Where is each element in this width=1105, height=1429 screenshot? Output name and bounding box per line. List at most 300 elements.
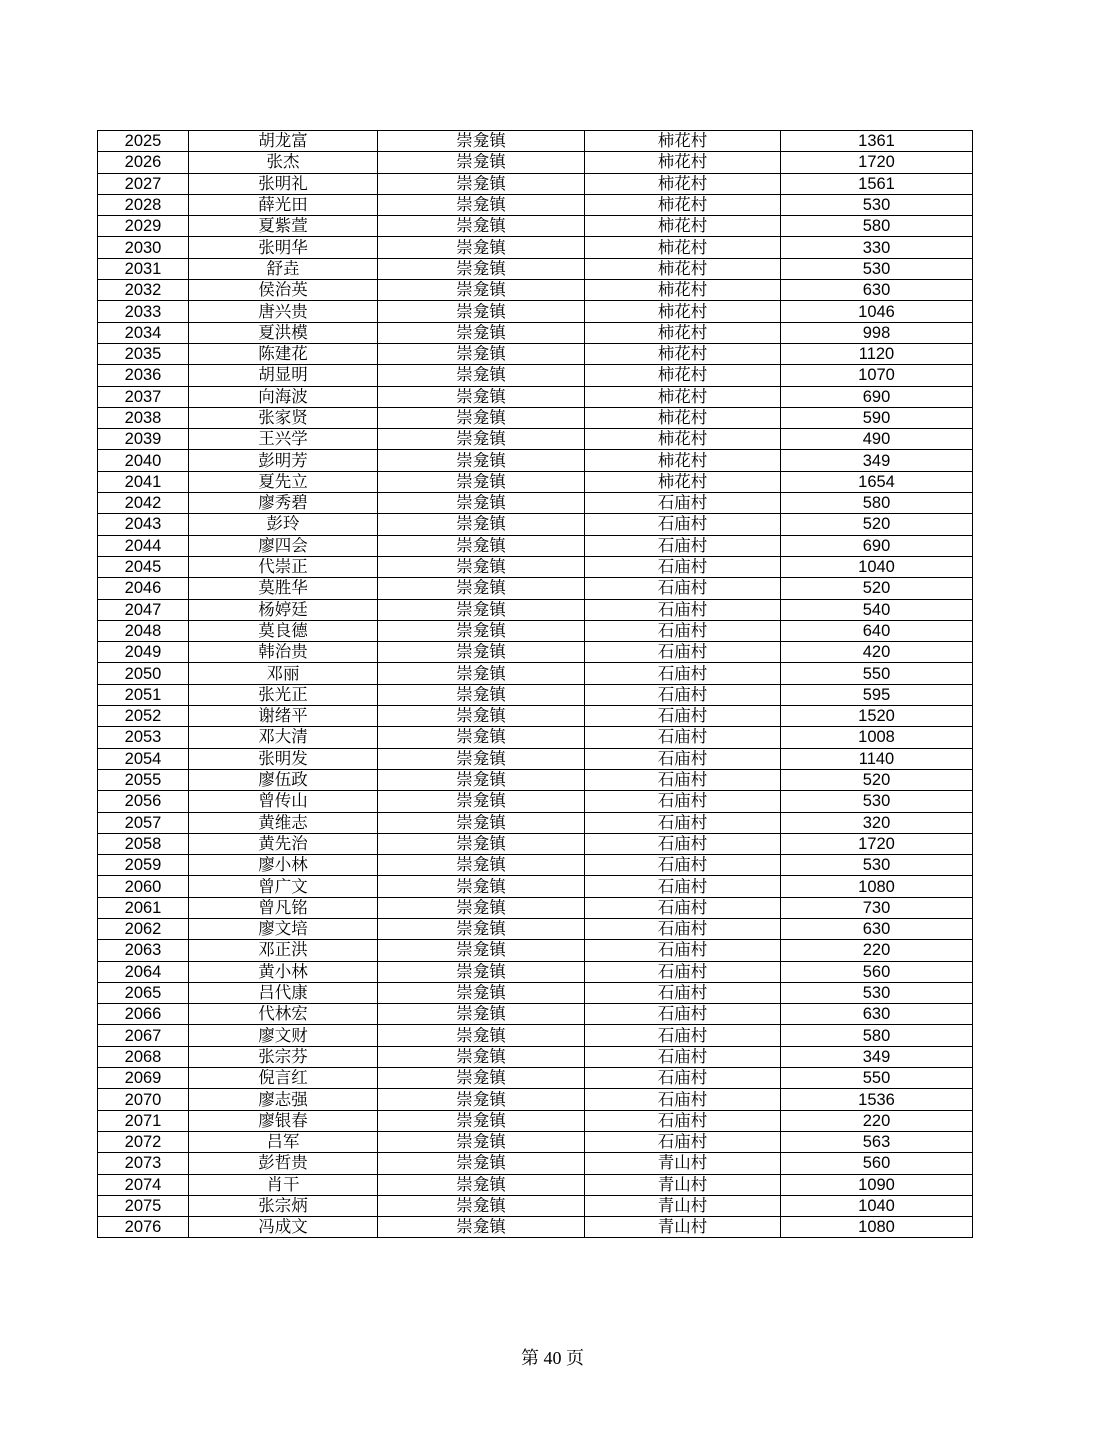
table-row	[98, 216, 973, 237]
table-row	[98, 684, 973, 705]
cell-village: 石庙村	[585, 578, 781, 599]
cell-id: 2062	[98, 918, 189, 939]
cell-name: 曾凡铭	[189, 897, 378, 918]
cell-amount: 690	[781, 386, 973, 407]
cell-amount: 1536	[781, 1089, 973, 1110]
cell-id: 2054	[98, 748, 189, 769]
cell-village: 柿花村	[585, 429, 781, 450]
cell-name: 代崇正	[189, 556, 378, 577]
cell-village: 柿花村	[585, 471, 781, 492]
cell-amount: 530	[781, 194, 973, 215]
cell-amount: 590	[781, 407, 973, 428]
table-row	[98, 812, 973, 833]
cell-name: 黄维志	[189, 812, 378, 833]
cell-village: 柿花村	[585, 450, 781, 471]
cell-village: 柿花村	[585, 216, 781, 237]
cell-name: 张明发	[189, 748, 378, 769]
table-row	[98, 1068, 973, 1089]
cell-amount: 580	[781, 493, 973, 514]
cell-id: 2049	[98, 642, 189, 663]
cell-amount: 1720	[781, 152, 973, 173]
cell-village: 石庙村	[585, 855, 781, 876]
cell-amount: 1140	[781, 748, 973, 769]
cell-town: 崇龛镇	[378, 982, 585, 1003]
cell-id: 2047	[98, 599, 189, 620]
cell-name: 胡龙富	[189, 131, 378, 152]
cell-town: 崇龛镇	[378, 876, 585, 897]
cell-town: 崇龛镇	[378, 1195, 585, 1216]
cell-name: 彭哲贵	[189, 1153, 378, 1174]
cell-town: 崇龛镇	[378, 1131, 585, 1152]
table-row	[98, 280, 973, 301]
cell-town: 崇龛镇	[378, 1025, 585, 1046]
table-row	[98, 1195, 973, 1216]
table-row	[98, 258, 973, 279]
cell-name: 廖银春	[189, 1110, 378, 1131]
cell-amount: 550	[781, 1068, 973, 1089]
cell-name: 廖文培	[189, 918, 378, 939]
cell-name: 张家贤	[189, 407, 378, 428]
cell-town: 崇龛镇	[378, 301, 585, 322]
cell-id: 2056	[98, 791, 189, 812]
cell-town: 崇龛镇	[378, 1110, 585, 1131]
cell-town: 崇龛镇	[378, 429, 585, 450]
cell-village: 石庙村	[585, 514, 781, 535]
table-row	[98, 322, 973, 343]
cell-name: 夏紫萱	[189, 216, 378, 237]
cell-name: 廖秀碧	[189, 493, 378, 514]
cell-town: 崇龛镇	[378, 1217, 585, 1238]
cell-village: 柿花村	[585, 237, 781, 258]
cell-name: 倪言红	[189, 1068, 378, 1089]
table-row	[98, 578, 973, 599]
cell-village: 石庙村	[585, 642, 781, 663]
cell-town: 崇龛镇	[378, 194, 585, 215]
cell-village: 石庙村	[585, 1004, 781, 1025]
cell-id: 2067	[98, 1025, 189, 1046]
cell-amount: 630	[781, 1004, 973, 1025]
cell-town: 崇龛镇	[378, 258, 585, 279]
cell-village: 石庙村	[585, 897, 781, 918]
cell-town: 崇龛镇	[378, 322, 585, 343]
cell-name: 陈建花	[189, 343, 378, 364]
table-row	[98, 1217, 973, 1238]
cell-id: 2051	[98, 684, 189, 705]
cell-name: 韩治贵	[189, 642, 378, 663]
cell-amount: 1654	[781, 471, 973, 492]
cell-town: 崇龛镇	[378, 280, 585, 301]
cell-town: 崇龛镇	[378, 535, 585, 556]
cell-id: 2058	[98, 833, 189, 854]
cell-id: 2031	[98, 258, 189, 279]
table-row	[98, 620, 973, 641]
cell-name: 廖小林	[189, 855, 378, 876]
cell-id: 2057	[98, 812, 189, 833]
table-row	[98, 194, 973, 215]
cell-name: 张杰	[189, 152, 378, 173]
cell-amount: 1561	[781, 173, 973, 194]
cell-town: 崇龛镇	[378, 833, 585, 854]
cell-name: 张宗芬	[189, 1046, 378, 1067]
cell-town: 崇龛镇	[378, 663, 585, 684]
cell-id: 2076	[98, 1217, 189, 1238]
page-footer-suffix: 页	[566, 1348, 584, 1368]
cell-town: 崇龛镇	[378, 1004, 585, 1025]
table-row	[98, 301, 973, 322]
cell-town: 崇龛镇	[378, 1046, 585, 1067]
cell-amount: 580	[781, 216, 973, 237]
cell-amount: 1720	[781, 833, 973, 854]
cell-amount: 1090	[781, 1174, 973, 1195]
cell-village: 石庙村	[585, 1131, 781, 1152]
cell-town: 崇龛镇	[378, 855, 585, 876]
cell-village: 青山村	[585, 1174, 781, 1195]
table-row	[98, 748, 973, 769]
cell-town: 崇龛镇	[378, 620, 585, 641]
cell-id: 2041	[98, 471, 189, 492]
cell-village: 石庙村	[585, 833, 781, 854]
cell-id: 2063	[98, 940, 189, 961]
cell-amount: 349	[781, 1046, 973, 1067]
cell-name: 邓丽	[189, 663, 378, 684]
table-row	[98, 706, 973, 727]
cell-amount: 1120	[781, 343, 973, 364]
cell-name: 邓大清	[189, 727, 378, 748]
table-row	[98, 514, 973, 535]
cell-amount: 580	[781, 1025, 973, 1046]
cell-amount: 550	[781, 663, 973, 684]
cell-town: 崇龛镇	[378, 1089, 585, 1110]
cell-village: 石庙村	[585, 1089, 781, 1110]
cell-town: 崇龛镇	[378, 578, 585, 599]
cell-name: 吕代康	[189, 982, 378, 1003]
cell-village: 柿花村	[585, 258, 781, 279]
cell-village: 石庙村	[585, 706, 781, 727]
cell-village: 柿花村	[585, 280, 781, 301]
cell-amount: 560	[781, 1153, 973, 1174]
cell-town: 崇龛镇	[378, 450, 585, 471]
table-row	[98, 1153, 973, 1174]
cell-name: 廖四会	[189, 535, 378, 556]
cell-name: 张明华	[189, 237, 378, 258]
page-footer	[0, 1344, 1105, 1370]
cell-id: 2048	[98, 620, 189, 641]
cell-name: 彭明芳	[189, 450, 378, 471]
cell-amount: 220	[781, 1110, 973, 1131]
cell-village: 石庙村	[585, 684, 781, 705]
cell-id: 2046	[98, 578, 189, 599]
cell-amount: 563	[781, 1131, 973, 1152]
cell-village: 石庙村	[585, 1068, 781, 1089]
cell-name: 曾广文	[189, 876, 378, 897]
cell-id: 2027	[98, 173, 189, 194]
cell-village: 柿花村	[585, 365, 781, 386]
cell-name: 彭玲	[189, 514, 378, 535]
cell-id: 2075	[98, 1195, 189, 1216]
cell-town: 崇龛镇	[378, 706, 585, 727]
page-footer-prefix: 第	[521, 1348, 539, 1368]
table-row	[98, 343, 973, 364]
table-row	[98, 1131, 973, 1152]
cell-village: 青山村	[585, 1153, 781, 1174]
table-row	[98, 642, 973, 663]
cell-name: 张明礼	[189, 173, 378, 194]
table-row	[98, 897, 973, 918]
cell-town: 崇龛镇	[378, 471, 585, 492]
cell-id: 2036	[98, 365, 189, 386]
cell-name: 王兴学	[189, 429, 378, 450]
cell-amount: 595	[781, 684, 973, 705]
cell-village: 石庙村	[585, 791, 781, 812]
table-row	[98, 535, 973, 556]
cell-amount: 220	[781, 940, 973, 961]
cell-town: 崇龛镇	[378, 343, 585, 364]
cell-name: 舒垚	[189, 258, 378, 279]
cell-id: 2050	[98, 663, 189, 684]
cell-name: 廖志强	[189, 1089, 378, 1110]
cell-amount: 520	[781, 769, 973, 790]
cell-id: 2073	[98, 1153, 189, 1174]
cell-name: 邓正洪	[189, 940, 378, 961]
cell-amount: 530	[781, 855, 973, 876]
cell-town: 崇龛镇	[378, 1068, 585, 1089]
cell-village: 石庙村	[585, 663, 781, 684]
cell-name: 唐兴贵	[189, 301, 378, 322]
cell-village: 柿花村	[585, 386, 781, 407]
table-row	[98, 386, 973, 407]
table-row	[98, 769, 973, 790]
table-row	[98, 1174, 973, 1195]
cell-town: 崇龛镇	[378, 131, 585, 152]
cell-town: 崇龛镇	[378, 769, 585, 790]
cell-amount: 1040	[781, 556, 973, 577]
cell-amount: 540	[781, 599, 973, 620]
cell-amount: 520	[781, 578, 973, 599]
cell-name: 廖文财	[189, 1025, 378, 1046]
cell-amount: 1080	[781, 876, 973, 897]
cell-amount: 630	[781, 280, 973, 301]
cell-name: 向海波	[189, 386, 378, 407]
cell-village: 石庙村	[585, 620, 781, 641]
table-body	[98, 131, 973, 1238]
cell-id: 2029	[98, 216, 189, 237]
cell-name: 肖干	[189, 1174, 378, 1195]
table-row	[98, 599, 973, 620]
cell-village: 柿花村	[585, 152, 781, 173]
table-row	[98, 152, 973, 173]
data-table	[97, 130, 973, 1238]
table-row	[98, 961, 973, 982]
table-row	[98, 407, 973, 428]
cell-amount: 530	[781, 982, 973, 1003]
cell-amount: 320	[781, 812, 973, 833]
cell-town: 崇龛镇	[378, 727, 585, 748]
cell-town: 崇龛镇	[378, 152, 585, 173]
cell-id: 2039	[98, 429, 189, 450]
cell-name: 代林宏	[189, 1004, 378, 1025]
cell-name: 薛光田	[189, 194, 378, 215]
cell-village: 柿花村	[585, 343, 781, 364]
cell-id: 2074	[98, 1174, 189, 1195]
cell-town: 崇龛镇	[378, 897, 585, 918]
cell-name: 谢绪平	[189, 706, 378, 727]
table-row	[98, 1110, 973, 1131]
cell-id: 2060	[98, 876, 189, 897]
cell-id: 2061	[98, 897, 189, 918]
cell-town: 崇龛镇	[378, 173, 585, 194]
cell-amount: 530	[781, 258, 973, 279]
cell-village: 石庙村	[585, 769, 781, 790]
cell-town: 崇龛镇	[378, 812, 585, 833]
cell-id: 2038	[98, 407, 189, 428]
cell-village: 柿花村	[585, 322, 781, 343]
cell-id: 2030	[98, 237, 189, 258]
cell-name: 冯成文	[189, 1217, 378, 1238]
cell-village: 柿花村	[585, 131, 781, 152]
cell-amount: 330	[781, 237, 973, 258]
cell-id: 2032	[98, 280, 189, 301]
cell-village: 石庙村	[585, 727, 781, 748]
cell-id: 2033	[98, 301, 189, 322]
cell-village: 石庙村	[585, 1025, 781, 1046]
cell-id: 2068	[98, 1046, 189, 1067]
cell-id: 2042	[98, 493, 189, 514]
cell-id: 2059	[98, 855, 189, 876]
table-row	[98, 429, 973, 450]
cell-amount: 530	[781, 791, 973, 812]
cell-amount: 349	[781, 450, 973, 471]
table-row	[98, 173, 973, 194]
table-row	[98, 833, 973, 854]
cell-name: 张光正	[189, 684, 378, 705]
table-row	[98, 982, 973, 1003]
cell-town: 崇龛镇	[378, 493, 585, 514]
cell-id: 2034	[98, 322, 189, 343]
cell-town: 崇龛镇	[378, 386, 585, 407]
cell-id: 2069	[98, 1068, 189, 1089]
cell-amount: 490	[781, 429, 973, 450]
cell-id: 2071	[98, 1110, 189, 1131]
cell-amount: 1046	[781, 301, 973, 322]
cell-id: 2066	[98, 1004, 189, 1025]
cell-id: 2025	[98, 131, 189, 152]
cell-amount: 730	[781, 897, 973, 918]
table-row	[98, 493, 973, 514]
cell-amount: 1070	[781, 365, 973, 386]
cell-village: 石庙村	[585, 982, 781, 1003]
cell-town: 崇龛镇	[378, 961, 585, 982]
cell-village: 柿花村	[585, 407, 781, 428]
cell-village: 石庙村	[585, 1110, 781, 1131]
cell-amount: 1040	[781, 1195, 973, 1216]
cell-village: 青山村	[585, 1217, 781, 1238]
cell-name: 廖伍政	[189, 769, 378, 790]
cell-village: 柿花村	[585, 194, 781, 215]
cell-name: 杨婷廷	[189, 599, 378, 620]
table-row	[98, 1046, 973, 1067]
cell-amount: 1080	[781, 1217, 973, 1238]
cell-town: 崇龛镇	[378, 599, 585, 620]
cell-name: 黄小林	[189, 961, 378, 982]
cell-amount: 640	[781, 620, 973, 641]
table-row	[98, 131, 973, 152]
cell-town: 崇龛镇	[378, 791, 585, 812]
cell-village: 石庙村	[585, 493, 781, 514]
cell-town: 崇龛镇	[378, 237, 585, 258]
cell-id: 2043	[98, 514, 189, 535]
cell-id: 2026	[98, 152, 189, 173]
cell-village: 柿花村	[585, 301, 781, 322]
table-row	[98, 471, 973, 492]
cell-village: 石庙村	[585, 556, 781, 577]
cell-id: 2065	[98, 982, 189, 1003]
cell-village: 石庙村	[585, 812, 781, 833]
table-row	[98, 237, 973, 258]
table-row	[98, 855, 973, 876]
cell-id: 2040	[98, 450, 189, 471]
cell-town: 崇龛镇	[378, 748, 585, 769]
cell-village: 石庙村	[585, 918, 781, 939]
table-row	[98, 918, 973, 939]
cell-id: 2072	[98, 1131, 189, 1152]
cell-name: 莫胜华	[189, 578, 378, 599]
table-row	[98, 1089, 973, 1110]
table-row	[98, 727, 973, 748]
cell-town: 崇龛镇	[378, 216, 585, 237]
cell-town: 崇龛镇	[378, 407, 585, 428]
cell-village: 石庙村	[585, 940, 781, 961]
cell-amount: 1361	[781, 131, 973, 152]
cell-town: 崇龛镇	[378, 365, 585, 386]
cell-id: 2052	[98, 706, 189, 727]
table-row	[98, 556, 973, 577]
cell-town: 崇龛镇	[378, 1153, 585, 1174]
cell-name: 莫良德	[189, 620, 378, 641]
cell-name: 夏洪模	[189, 322, 378, 343]
cell-amount: 630	[781, 918, 973, 939]
cell-amount: 690	[781, 535, 973, 556]
cell-id: 2053	[98, 727, 189, 748]
cell-name: 夏先立	[189, 471, 378, 492]
table-row	[98, 365, 973, 386]
page-number: 40	[543, 1348, 562, 1368]
cell-village: 石庙村	[585, 961, 781, 982]
cell-name: 张宗炳	[189, 1195, 378, 1216]
table-row	[98, 1025, 973, 1046]
cell-town: 崇龛镇	[378, 918, 585, 939]
cell-town: 崇龛镇	[378, 940, 585, 961]
cell-amount: 420	[781, 642, 973, 663]
cell-id: 2044	[98, 535, 189, 556]
cell-id: 2064	[98, 961, 189, 982]
cell-amount: 1520	[781, 706, 973, 727]
cell-town: 崇龛镇	[378, 642, 585, 663]
cell-amount: 520	[781, 514, 973, 535]
cell-id: 2055	[98, 769, 189, 790]
cell-village: 青山村	[585, 1195, 781, 1216]
table-row	[98, 1004, 973, 1025]
cell-id: 2037	[98, 386, 189, 407]
cell-id: 2028	[98, 194, 189, 215]
cell-town: 崇龛镇	[378, 1174, 585, 1195]
cell-name: 侯治英	[189, 280, 378, 301]
cell-id: 2070	[98, 1089, 189, 1110]
cell-town: 崇龛镇	[378, 556, 585, 577]
table-row	[98, 791, 973, 812]
table-row	[98, 940, 973, 961]
table-row	[98, 663, 973, 684]
table-row	[98, 450, 973, 471]
